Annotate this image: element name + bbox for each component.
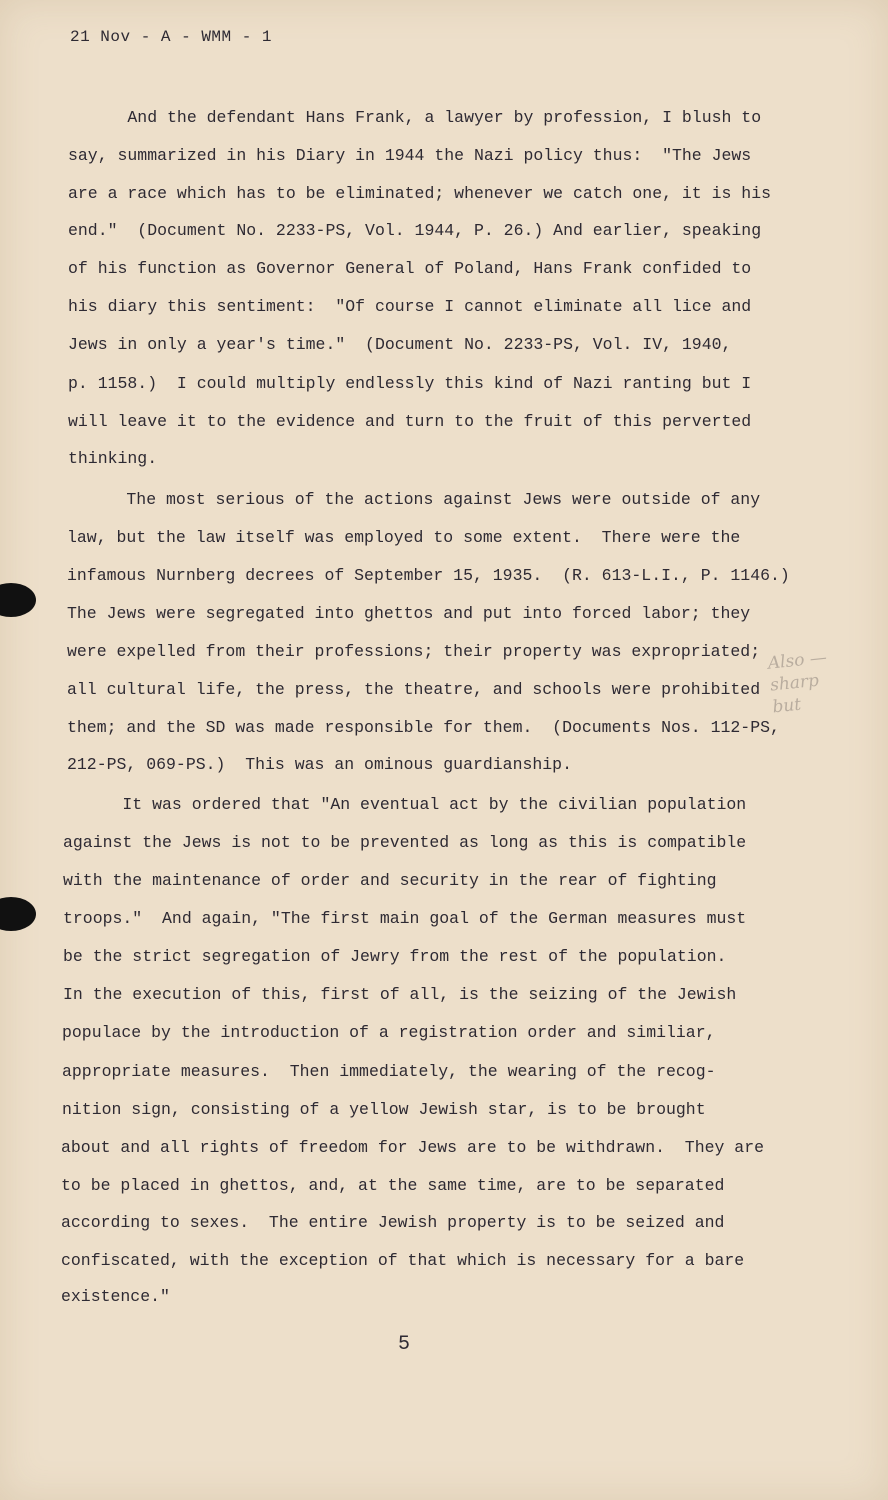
text-line: with the maintenance of order and security in the rear of fighting	[63, 871, 717, 890]
text-line: be the strict segregation of Jewry from the rest of the population.	[63, 947, 727, 966]
text-line: And the defendant Hans Frank, a lawyer by profession, I blush to	[68, 108, 762, 127]
text-line: will leave it to the evidence and turn to the fruit of this perverted	[68, 412, 752, 431]
text-line: Jews in only a year's time." (Document No. 2233-PS, Vol. IV, 1940,	[68, 335, 732, 354]
text-line: existence."	[61, 1287, 170, 1306]
text-line: according to sexes. The entire Jewish property is to be seized and	[61, 1213, 725, 1232]
text-line: It was ordered that "An eventual act by the civilian population	[63, 795, 747, 814]
text-line: them; and the SD was made responsible for them. (Documents Nos. 112-PS,	[67, 718, 780, 737]
text-line: thinking.	[68, 449, 158, 468]
text-line: were expelled from their professions; their property was expropriated;	[67, 642, 761, 661]
text-line: troops." And again, "The first main goal of the German measures must	[63, 909, 747, 928]
text-line: In the execution of this, first of all, is the seizing of the Jewish	[63, 985, 737, 1004]
text-line: of his function as Governor General of Poland, Hans Frank confided to	[68, 259, 752, 278]
text-line: law, but the law itself was employed to some extent. There were the	[67, 528, 741, 547]
margin-note-line: sharp	[769, 670, 820, 696]
text-line: appropriate measures. Then immediately, the wearing of the recog-	[62, 1062, 716, 1081]
text-line: end." (Document No. 2233-PS, Vol. 1944, P. 26.) And earlier, speaking	[68, 221, 762, 240]
text-line: The Jews were segregated into ghettos and put into forced labor; they	[67, 604, 751, 623]
text-line: infamous Nurnberg decrees of September 15, 1935. (R. 613-L.I., P. 1146.)	[67, 566, 790, 585]
text-line: his diary this sentiment: "Of course I cannot eliminate all lice and	[68, 297, 752, 316]
text-line: 212-PS, 069-PS.) This was an ominous guardianship.	[67, 755, 572, 774]
text-line: say, summarized in his Diary in 1944 the Nazi policy thus: "The Jews	[68, 146, 752, 165]
text-line: p. 1158.) I could multiply endlessly this kind of Nazi ranting but I	[68, 374, 752, 393]
margin-note-line: Also —	[766, 647, 828, 674]
text-line: nition sign, consisting of a yellow Jewish star, is to be brought	[62, 1100, 706, 1119]
text-line: The most serious of the actions against Jews were outside of any	[67, 490, 761, 509]
text-line: all cultural life, the press, the theatre, and schools were prohibited	[67, 680, 761, 699]
punch-hole	[0, 897, 36, 931]
margin-note-line: but	[771, 694, 803, 718]
page-number: 5	[398, 1333, 411, 1356]
text-line: are a race which has to be eliminated; whenever we catch one, it is his	[68, 184, 772, 203]
text-line: against the Jews is not to be prevented as long as this is compatible	[63, 833, 747, 852]
text-line: populace by the introduction of a registration order and similiar,	[62, 1023, 716, 1042]
text-line: about and all rights of freedom for Jews are to be withdrawn. They are	[61, 1138, 765, 1157]
text-line: confiscated, with the exception of that which is necessary for a bare	[61, 1251, 745, 1270]
punch-hole	[0, 583, 36, 617]
page-header: 21 Nov - A - WMM - 1	[70, 28, 273, 46]
handwritten-margin-note	[767, 643, 863, 718]
text-line: to be placed in ghettos, and, at the same time, are to be separated	[61, 1176, 725, 1195]
